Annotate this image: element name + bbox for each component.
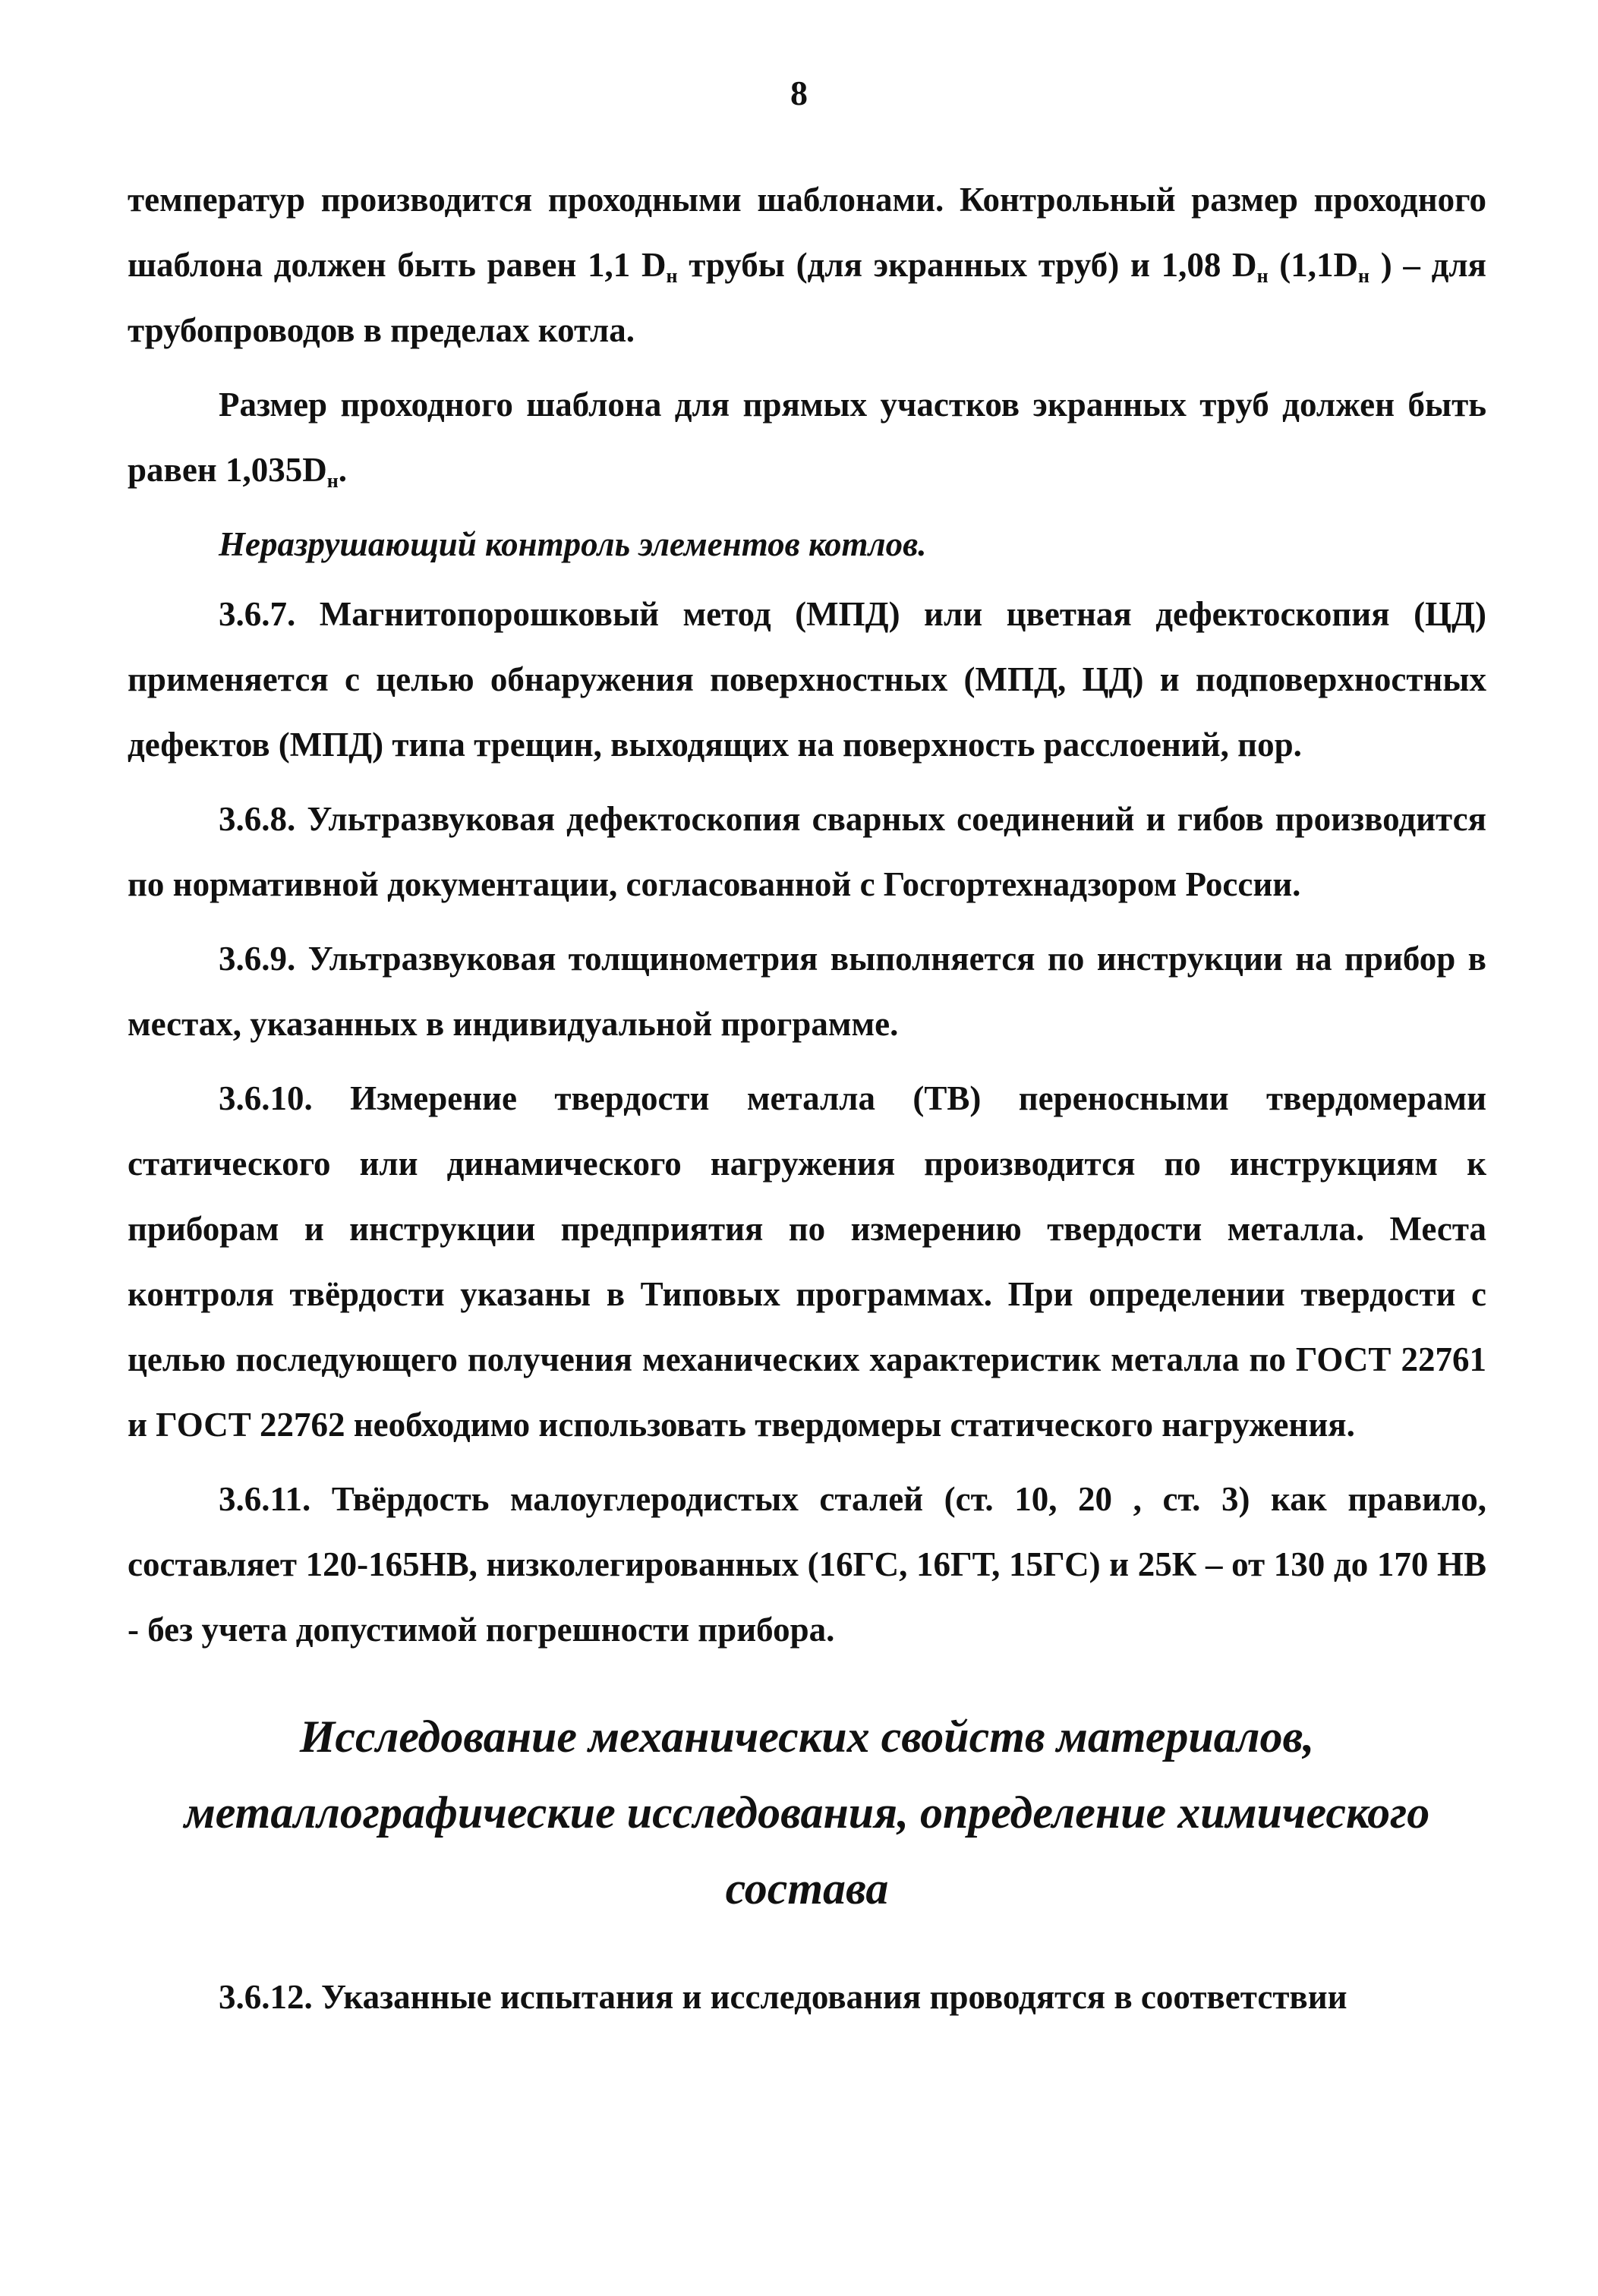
subscript: н [666, 265, 678, 287]
paragraph-text: трубы (для экранных труб) и 1,08 D [677, 246, 1257, 284]
paragraph-text: Размер проходного шаблона для прямых участков экранных труб должен быть равен 1,035D [128, 386, 1486, 489]
paragraph-3-6-12: 3.6.12. Указанные испытания и исследования проводятся в соответствии [219, 1978, 1347, 2016]
paragraph-3-6-9: 3.6.9. Ультразвуковая толщинометрия выполняется по инструкции на прибор в местах, указанных в индивидуальной программе. [128, 940, 1486, 1043]
subheading-ndt: Неразрушающий контроль элементов котлов. [219, 525, 927, 563]
paragraph-text: (1,1D [1268, 246, 1359, 284]
paragraph-straight-sections [128, 372, 1486, 502]
subscript: н [1256, 265, 1269, 287]
subscript: н [326, 470, 339, 492]
paragraph-text: ) – для трубопроводов в пределах котла. [128, 246, 1487, 349]
paragraph-template-size [128, 167, 1486, 363]
paragraph-3-6-10: 3.6.10. Измерение твердости металла (ТВ) переносными твердомерами статического или динамического нагружения производится по инструкциям к приборам и инструкции предприятия по измерению твердости металла. Места контроля твёрдости указаны в Типовых программах. При определении твердости с целью последующего получения механических характеристик металла по ГОСТ 22761 и ГОСТ 22762 необходимо использовать твердомеры статического нагружения. [128, 1079, 1486, 1444]
subscript: н [1358, 265, 1369, 287]
paragraph-3-6-7: 3.6.7. Магнитопорошковый метод (МПД) или цветная дефектоскопия (ЦД) применяется с целью обнаружения поверхностных (МПД, ЦД) и подповерхностных дефектов (МПД) типа трещин, выходящих на поверхность расслоений, пор. [128, 595, 1486, 764]
body-text [128, 167, 1486, 2039]
page-number: 8 [790, 74, 808, 112]
paragraph-3-6-8: 3.6.8. Ультразвуковая дефектоскопия сварных соединений и гибов производится по нормативной документации, согласованной с Госгортехнадзором России. [128, 800, 1486, 903]
paragraph-text: . [338, 451, 347, 489]
paragraph-text: температур производится проходными шаблонами. Контрольный размер проходного шаблона должен быть равен 1,1 D [128, 181, 1486, 284]
paragraph-3-6-11: 3.6.11. Твёрдость малоуглеродистых сталей (ст. 10, 20 , ст. 3) как правило, составляет 120-165НВ, низколегированных (16ГС, 16ГТ, 15ГС) и 25К – от 130 до 170 НВ - без учета допустимой погрешности прибора. [128, 1480, 1486, 1649]
section-heading: Исследование механических свойств материалов, металлографические исследования, определение химического состава [184, 1712, 1430, 1913]
